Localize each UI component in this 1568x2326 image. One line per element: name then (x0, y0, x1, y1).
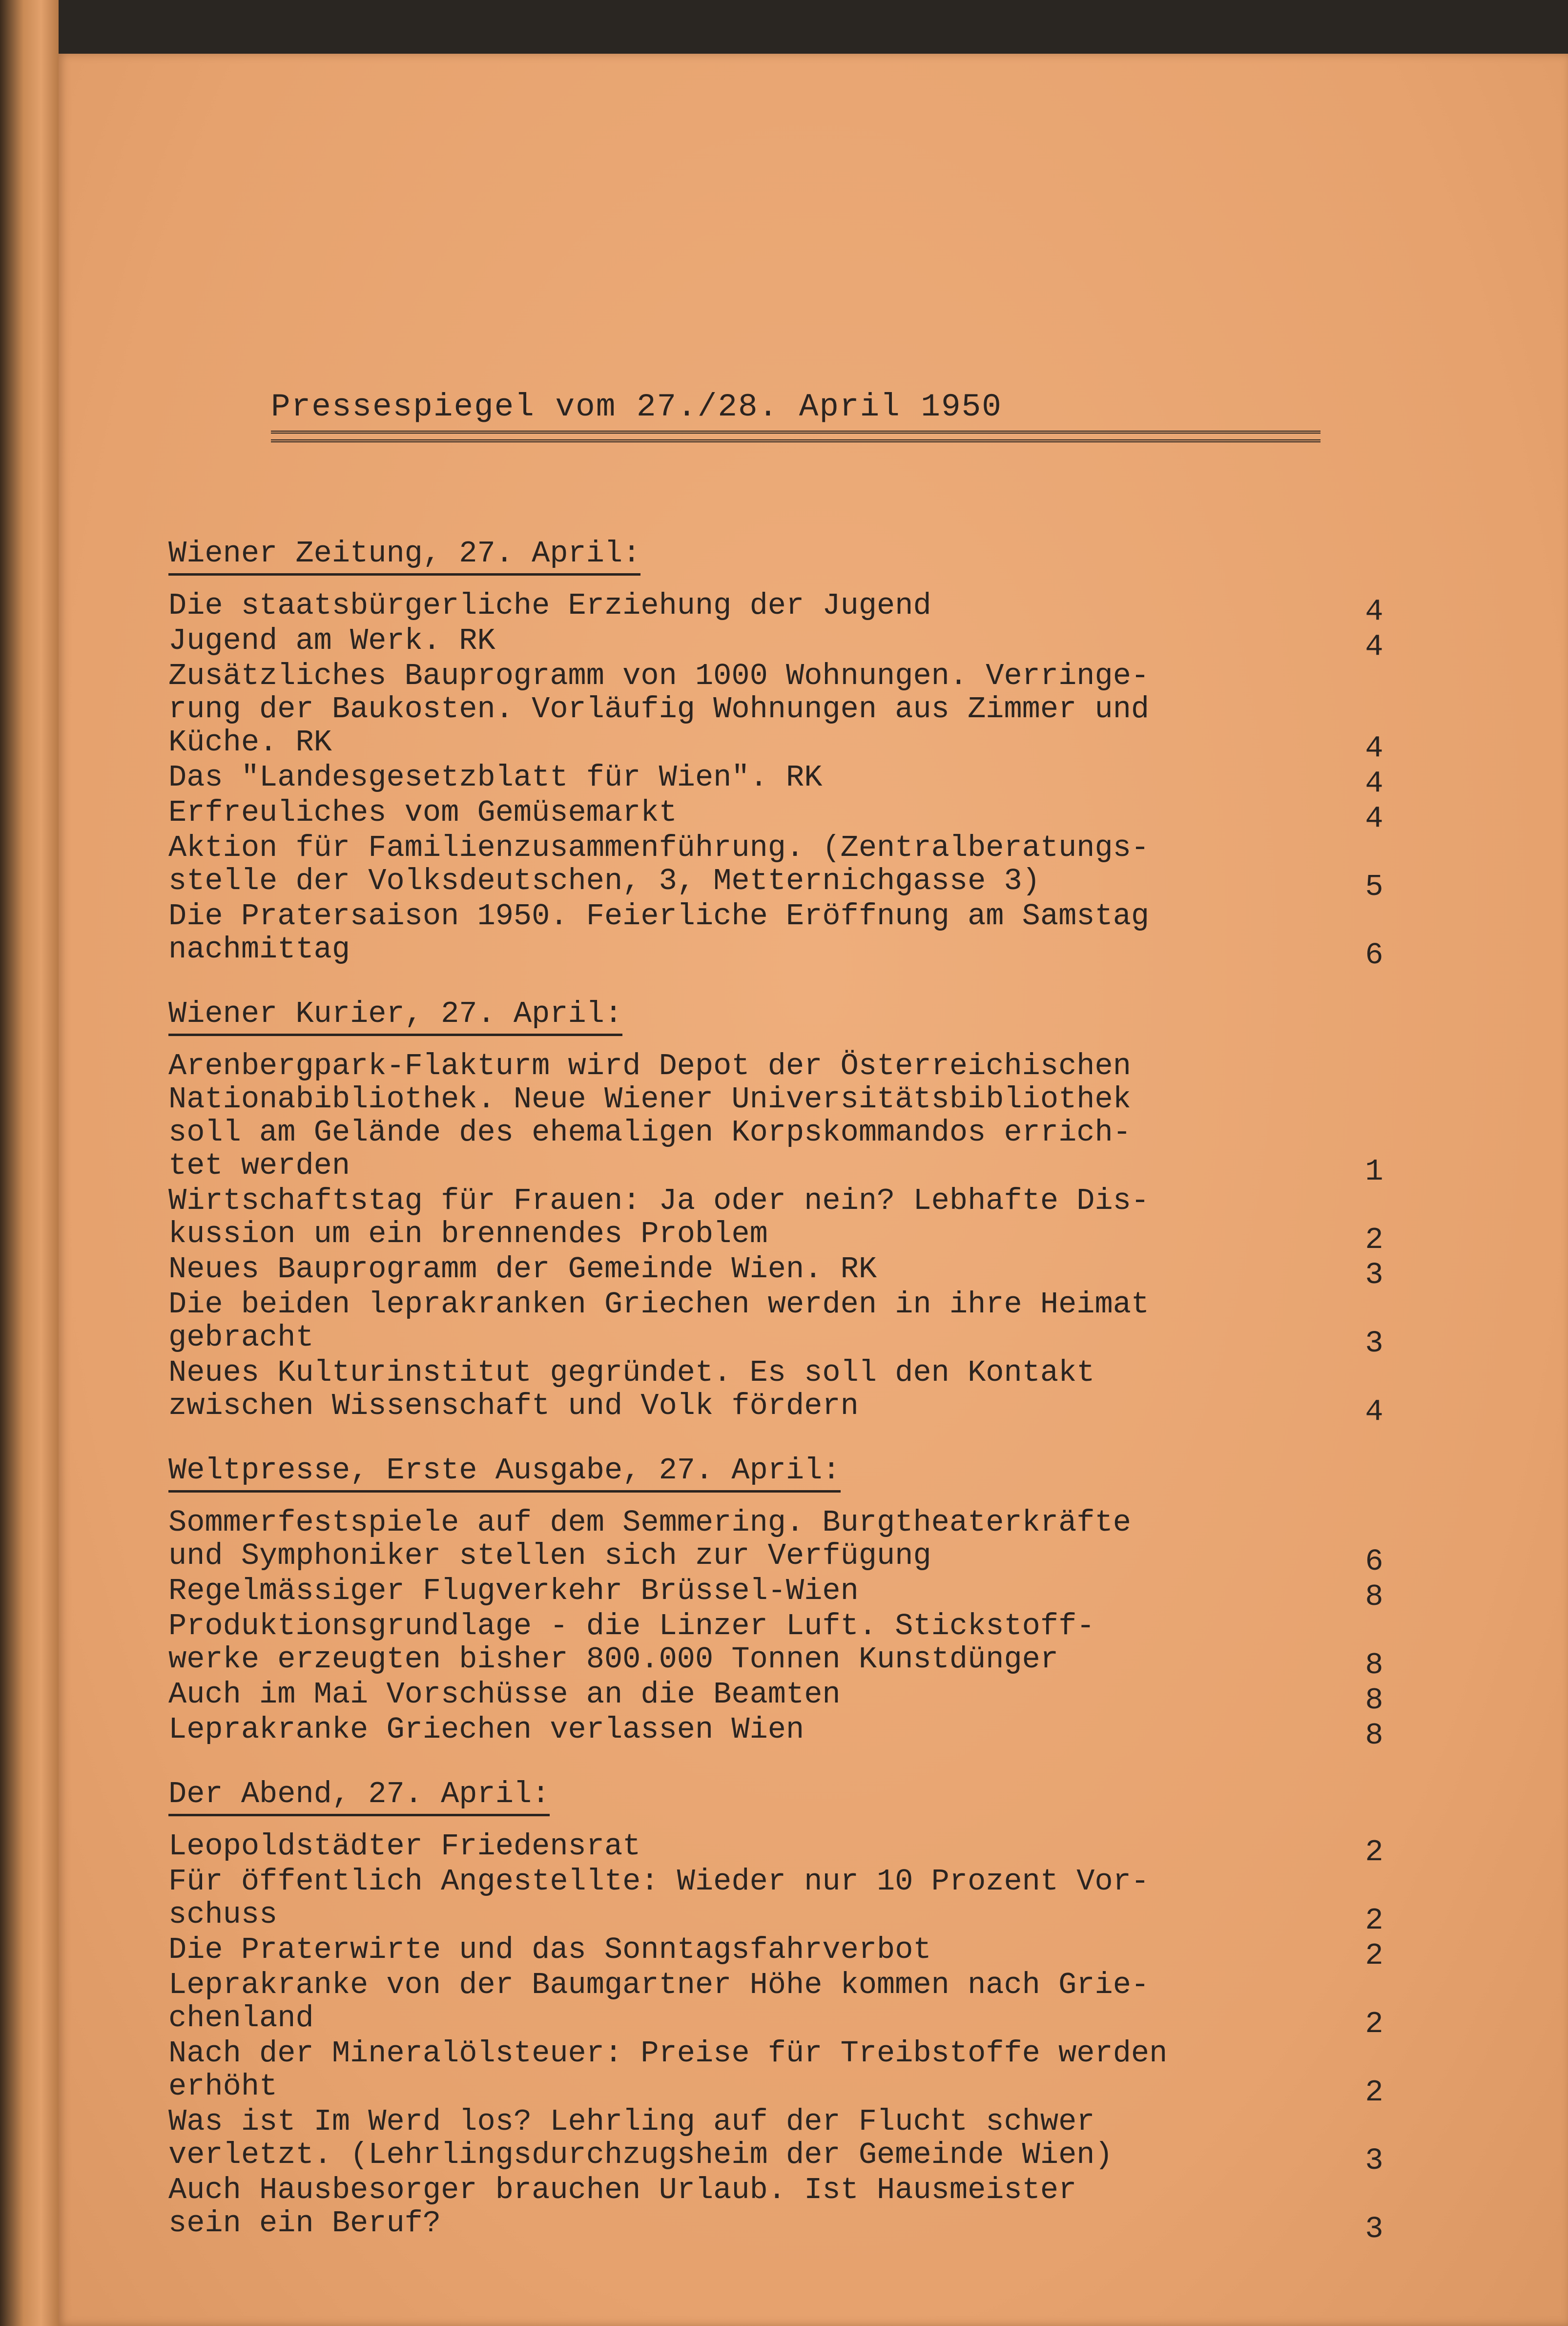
document-page (59, 54, 1568, 2326)
section-weltpresse (168, 1453, 1389, 1753)
book-spine (0, 0, 59, 2326)
entry-text: Auch im Mai Vorschüsse an die Beamten (168, 1677, 841, 1712)
list-item (168, 1355, 1389, 1429)
list-item (168, 659, 1389, 766)
page-number: 8 (1365, 1579, 1383, 1614)
page-number: 4 (1365, 1394, 1383, 1429)
page-number: 3 (1365, 2212, 1383, 2246)
list-item (168, 1287, 1389, 1361)
entry-text: Die Praterwirte und das Sonntagsfahrverbot (168, 1932, 931, 1967)
page-number: 4 (1365, 629, 1383, 664)
page-number: 8 (1365, 1718, 1383, 1753)
page-number: 5 (1365, 870, 1383, 904)
section-wiener-kurier (168, 997, 1389, 1429)
page-number: 4 (1365, 594, 1383, 629)
entry-text: Leopoldstädter Friedensrat (168, 1829, 641, 1864)
page-number: 2 (1365, 1835, 1383, 1869)
list-item (168, 2036, 1389, 2110)
page-number: 2 (1365, 1903, 1383, 1938)
list-item (168, 1968, 1389, 2041)
page-number: 3 (1365, 1326, 1383, 1361)
list-item (168, 588, 1389, 629)
entry-text: Leprakranke von der Baumgartner Höhe kommen nach Grie- chenland (168, 1968, 1150, 2035)
list-item (168, 795, 1389, 836)
list-item (168, 760, 1389, 801)
list-item (168, 623, 1389, 664)
list-item (168, 1677, 1389, 1718)
entry-text: Nach der Mineralölsteuer: Preise für Treibstoffe werden erhöht (168, 2036, 1168, 2104)
section-heading: Weltpresse, Erste Ausgabe, 27. April: (168, 1454, 841, 1493)
list-item (168, 831, 1389, 904)
list-item (168, 1184, 1389, 1257)
press-sections (168, 537, 1389, 2271)
entry-text: Leprakranke Griechen verlassen Wien (168, 1712, 805, 1747)
list-item (168, 2173, 1389, 2246)
page-number: 6 (1365, 1544, 1383, 1579)
entry-text: Aktion für Familienzusammenführung. (Zentralberatungs- stelle der Volksdeutschen, 3, Metternichgasse 3) (168, 831, 1150, 898)
page-number: 4 (1365, 801, 1383, 836)
page-number: 2 (1365, 2075, 1383, 2110)
page-number: 4 (1365, 731, 1383, 766)
page-number: 4 (1365, 766, 1383, 801)
entry-text: Neues Kulturinstitut gegründet. Es soll den Kontakt zwischen Wissenschaft und Volk fördern (168, 1355, 1095, 1423)
entry-text: Für öffentlich Angestellte: Wieder nur 10 Prozent Vor- schuss (168, 1864, 1150, 1932)
entry-text: Was ist Im Werd los? Lehrling auf der Flucht schwer verletzt. (Lehrlingsdurchzugsheim der Gemeinde Wien) (168, 2104, 1113, 2172)
section-der-abend (168, 1777, 1389, 2246)
scan-border-top (0, 0, 1568, 54)
list-item (168, 1252, 1389, 1292)
page-number: 8 (1365, 1683, 1383, 1718)
entry-text: Jugend am Werk. RK (168, 623, 495, 658)
list-item (168, 1574, 1389, 1614)
entry-text: Die Pratersaison 1950. Feierliche Eröffnung am Samstag nachmittag (168, 899, 1150, 967)
entry-text: Erfreuliches vom Gemüsemarkt (168, 795, 677, 830)
list-item (168, 1049, 1389, 1189)
page-number: 3 (1365, 2143, 1383, 2178)
list-item (168, 899, 1389, 973)
list-item (168, 1864, 1389, 1938)
list-item (168, 1505, 1389, 1579)
list-item (168, 1609, 1389, 1682)
section-wiener-zeitung (168, 536, 1389, 973)
entry-text: Auch Hausbesorger brauchen Urlaub. Ist Hausmeister sein ein Beruf? (168, 2173, 1077, 2241)
page-number: 2 (1365, 1938, 1383, 1973)
list-item (168, 2104, 1389, 2178)
page-number: 3 (1365, 1258, 1383, 1292)
list-item (168, 1712, 1389, 1753)
list-item (168, 1932, 1389, 1973)
entry-text: Die staatsbürgerliche Erziehung der Jugend (168, 588, 931, 623)
list-item (168, 1829, 1389, 1869)
page-number: 8 (1365, 1648, 1383, 1682)
section-heading: Wiener Kurier, 27. April: (168, 997, 622, 1036)
page-number: 2 (1365, 2007, 1383, 2041)
entry-text: Regelmässiger Flugverkehr Brüssel-Wien (168, 1574, 859, 1608)
entry-text: Wirtschaftstag für Frauen: Ja oder nein? Lebhafte Dis- kussion um ein brennendes Problem (168, 1184, 1150, 1251)
title-double-rule (271, 431, 1320, 442)
entry-text: Produktionsgrundlage - die Linzer Luft. Stickstoff- werke erzeugten bisher 800.000 Tonnen Kunstdünger (168, 1609, 1095, 1677)
entry-text: Die beiden leprakranken Griechen werden in ihre Heimat gebracht (168, 1287, 1150, 1355)
page-number: 1 (1365, 1154, 1383, 1189)
entry-text: Arenbergpark-Flakturm wird Depot der Österreichischen Nationabibliothek. Neue Wiener Universitätsbibliothek soll am Gelände des ehemaligen Korpskommandos errich- tet werden (168, 1049, 1131, 1183)
section-heading: Der Abend, 27. April: (168, 1778, 550, 1816)
page-number: 6 (1365, 938, 1383, 973)
entry-text: Sommerfestspiele auf dem Semmering. Burgtheaterkräfte und Symphoniker stellen sich zur Verfügung (168, 1505, 1131, 1573)
entry-text: Zusätzliches Bauprogramm von 1000 Wohnungen. Verringe- rung der Baukosten. Vorläufig Wohnungen aus Zimmer und Küche. RK (168, 659, 1150, 760)
page-number: 2 (1365, 1223, 1383, 1257)
entry-text: Neues Bauprogramm der Gemeinde Wien. RK (168, 1252, 877, 1287)
section-heading: Wiener Zeitung, 27. April: (168, 537, 640, 576)
document-title: Pressespiegel vom 27./28. April 1950 (271, 389, 1002, 425)
entry-text: Das "Landesgesetzblatt für Wien". RK (168, 760, 823, 795)
